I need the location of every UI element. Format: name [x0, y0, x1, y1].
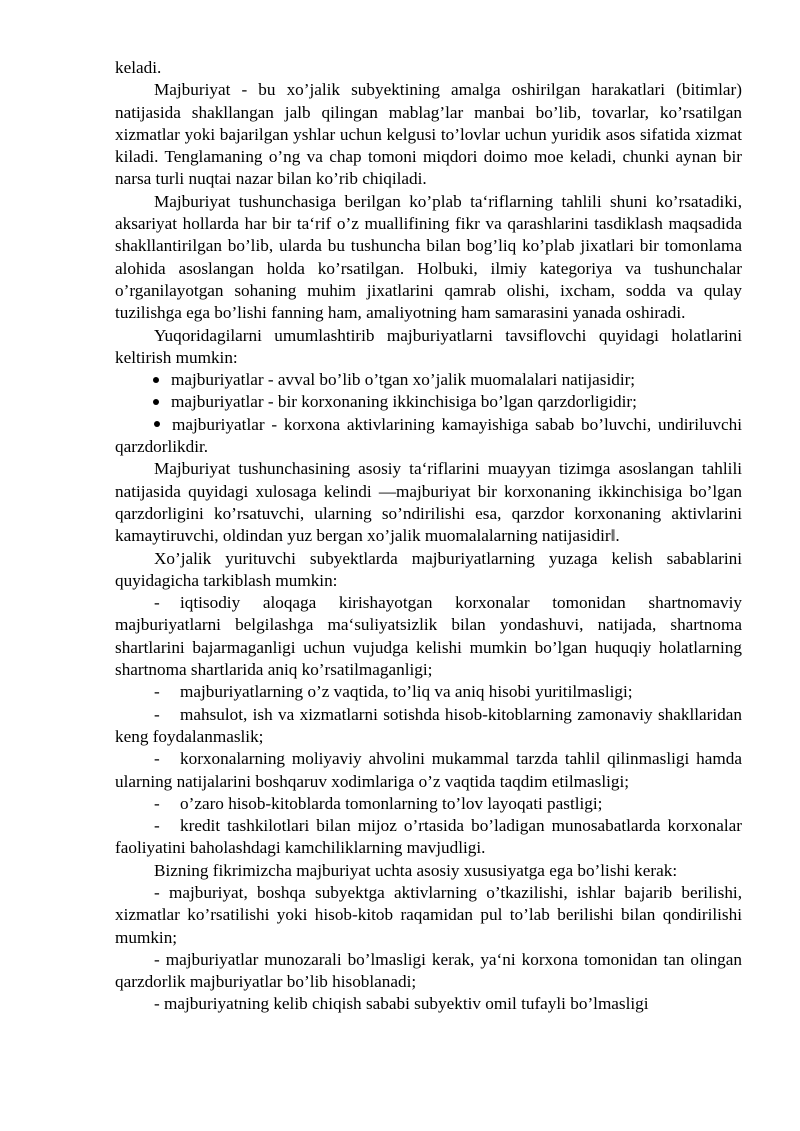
dash-text: majburiyatlarning o’z vaqtida, to’liq va aniq hisobi yuritilmasligi; [180, 682, 633, 702]
dash-marker: - [154, 749, 160, 769]
paragraph-continuation: keladi. [115, 58, 162, 77]
dash-item [115, 748, 742, 793]
bullet-icon [151, 391, 171, 413]
bullet-item [115, 414, 742, 459]
paragraph-properties-intro: Bizning fikrimizcha majburiyat uchta asosiy xususiyatga ega bo’lishi kerak: [154, 860, 678, 880]
bullet-text: majburiyatlar - korxona aktivlarining kamayishiga sabab bo’luvchi, undiriluvchi qarzdorlikdir. [115, 414, 742, 457]
dash-text: korxonalarning moliyaviy ahvolini mukammal tarzda tahlil qilinmasligi hamda ularning natijalarini boshqaruv xodimlariga o’z vaqtida taqdim etilmasligi; [115, 749, 742, 791]
property-item: - majburiyatlar munozarali bo’lmasligi kerak, ya‘ni korxona tomonidan tan olingan qarzdorlik majburiyatlar bo’lib hisoblanadi; [115, 949, 742, 992]
bullet-icon [152, 414, 172, 436]
bullet-text: majburiyatlar - avval bo’lib o’tgan xo’jalik muomalalari natijasidir; [171, 370, 636, 390]
dash-marker: - [154, 793, 160, 813]
dash-item [115, 704, 742, 749]
dash-marker: - [154, 593, 160, 613]
property-item: - majburiyat, boshqa subyektga aktivlarning o’tkazilishi, ishlar bajarib berilishi, xizmatlar ko’rsatilishi yoki hisob-kitob raqamidan pul to’lab berilishi bilan qondirilishi mumkin; [115, 882, 742, 947]
dash-item [115, 793, 742, 815]
paragraph-causes-intro: Xo’jalik yurituvchi subyektlarda majburiyatlarning yuzaga kelish sabablarini quyidagicha tarkiblash mumkin: [115, 548, 742, 590]
paragraph-summary-intro: Yuqoridagilarni umumlashtirib majburiyatlarni tavsiflovchi quyidagi holatlarini keltirish mumkin: [115, 325, 742, 367]
paragraph-conclusion: Majburiyat tushunchasining asosiy ta‘riflarini muayyan tizimga asoslangan tahlili natijasida quyidagi xulosaga kelindi ―majburiyat bir korxonaning ikkinchisiga bo’lgan qarzdorligini ko’rsatuvchi, ularning so’ndirilishi esa, qarzdor korxonaning aktivlarini kamaytiruvchi, oldindan yuz bergan xo’jalik muomalalarning natijasidir‖. [115, 459, 742, 546]
dash-item [115, 681, 742, 703]
bullet-item [115, 369, 742, 391]
paragraph-definition: Majburiyat - bu xo’jalik subyektining amalga oshirilgan harakatlari (bitimlar) natijasida shakllangan jalb qilingan mablag’lar manbai bo’lib, tovarlar, ko’rsatilgan xizmatlar yoki bajarilgan yshlar uchun kelgusi to’lovlar uchun yuridik asos sifatida xizmat kiladi. Tenglamaning o’ng va chap tomoni miqdori doimo moe keladi, chunki aynan bir narsa turli nuqtai nazar bilan ko’rib chiqiladi. [115, 80, 742, 189]
dash-marker: - [154, 682, 160, 702]
dash-item [115, 592, 742, 681]
dash-item [115, 815, 742, 860]
bullet-icon [151, 369, 171, 391]
dash-marker: - [154, 704, 160, 724]
bullet-text: majburiyatlar - bir korxonaning ikkinchisiga bo’lgan qarzdorligidir; [171, 392, 637, 412]
dash-text: iqtisodiy aloqaga kirishayotgan korxonalar tomonidan shartnomaviy majburiyatlarni belgilashga ma‘suliyatsizlik bilan yondashuvi, natijada, shartnoma shartlarini bajarmaganligi uchun vujudga kelishi mumkin bo’lgan huquqiy holatlarning shartnoma shartlarida aniq ko’rsatilmaganligi; [115, 593, 742, 680]
dash-text: kredit tashkilotlari bilan mijoz o’rtasida bo’ladigan munosabatlarda korxonalar faoliyatini baholashdagi kamchiliklarning mavjudligi. [115, 816, 742, 858]
property-item: - majburiyatning kelib chiqish sababi subyektiv omil tufayli bo’lmasligi [154, 994, 649, 1014]
bullet-item [115, 391, 742, 413]
document-page [115, 57, 742, 1016]
dash-text: mahsulot, ish va xizmatlarni sotishda hisob-kitoblarning zamonaviy shakllaridan keng foydalanmaslik; [115, 704, 742, 746]
dash-marker: - [154, 816, 160, 836]
paragraph-analysis: Majburiyat tushunchasiga berilgan ko’plab ta‘riflarning tahlili shuni ko’rsatadiki, aksariyat hollarda har bir ta‘rif o’z muallifining fikr va qarashlarini tasdiklash maqsadida shakllantirilgan bo’lib, ularda bu tushuncha bilan bog’liq ko’plab jixatlari bir tomonlama alohida asoslangan holda ko’rsatilgan. Holbuki, ilmiy kategoriya va tushunchalar o’rganilayotgan sohaning muhim jixatlarini qamrab olishi, ixcham, sodda va qulay tuzilishga ega bo’lishi fanning ham, amaliyotning ham samarasini yanada oshiradi. [115, 191, 742, 323]
dash-text: o’zaro hisob-kitoblarda tomonlarning to’lov layoqati pastligi; [180, 793, 603, 813]
